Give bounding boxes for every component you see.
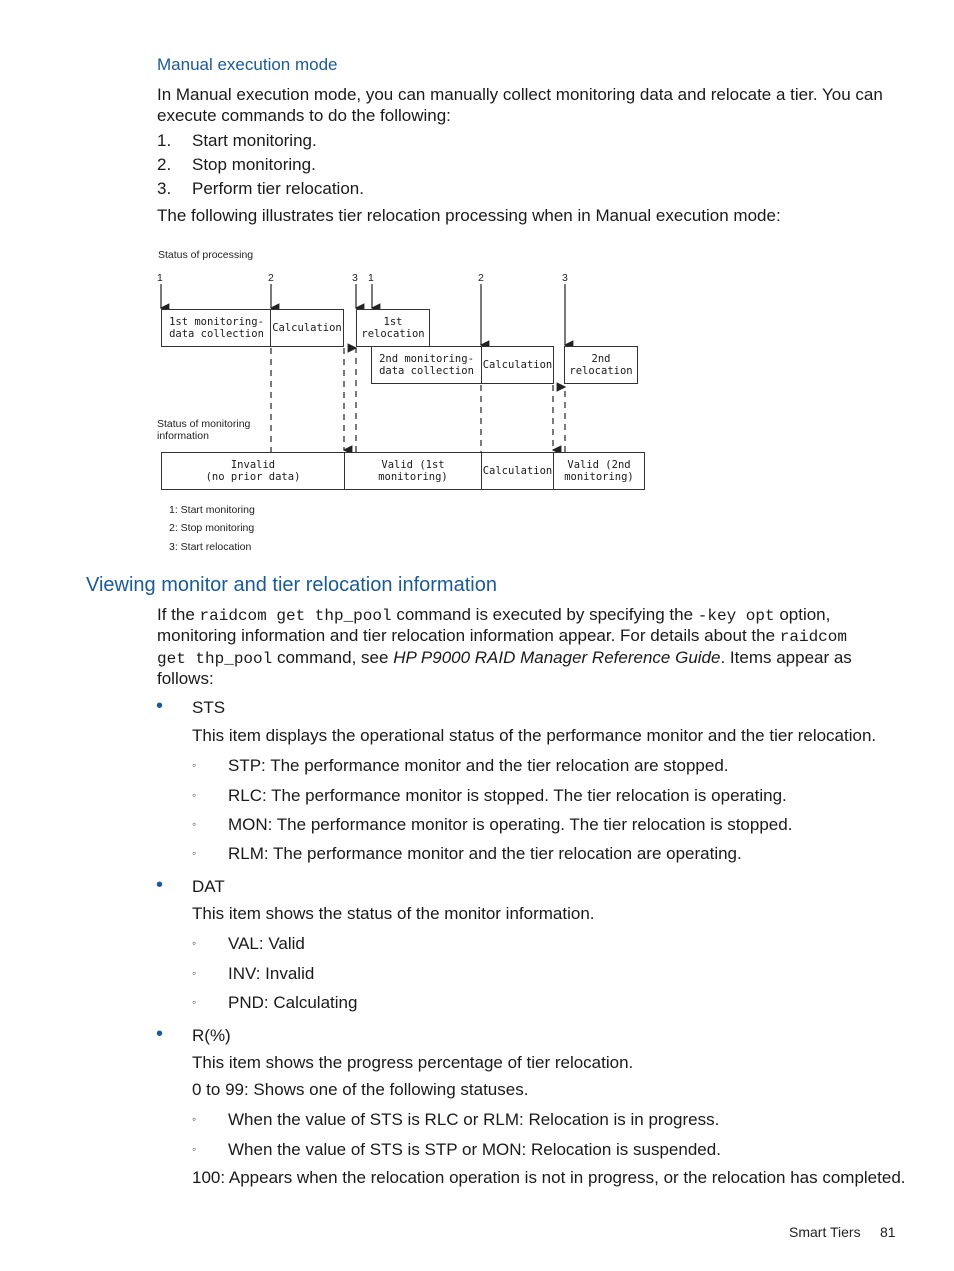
box-second-calculation: Calculation: [481, 346, 554, 384]
box-first-relocation: 1st relocation: [356, 309, 430, 347]
step-text: Start monitoring.: [192, 131, 317, 150]
box-first-calculation: Calculation: [270, 309, 344, 347]
marker-3: 3: [352, 272, 358, 284]
marker-2: 2: [268, 272, 274, 284]
box-valid-second: Valid (2nd monitoring): [553, 452, 645, 490]
marker-1: 1: [368, 272, 374, 284]
sub-item: When the value of STS is STP or MON: Relocation is suspended.: [228, 1140, 721, 1159]
text-fragment: option,: [779, 605, 831, 624]
legend-item: 2: Stop monitoring: [169, 522, 255, 534]
box-calculation-info: Calculation: [481, 452, 554, 490]
item-desc-r: This item shows the progress percentage of tier relocation.: [192, 1053, 634, 1072]
command-code: raidcom get thp_pool: [199, 607, 392, 625]
circle-bullet-icon: ◦: [192, 995, 197, 1009]
footer-section: Smart Tiers: [789, 1224, 861, 1240]
bullet-icon: •: [156, 695, 164, 717]
option-code: -key opt: [697, 607, 775, 625]
view-paragraph-line4: follows:: [157, 669, 214, 688]
circle-bullet-icon: ◦: [192, 1142, 197, 1156]
marker-2: 2: [478, 272, 484, 284]
intro-paragraph: In Manual execution mode, you can manually collect monitoring data and relocate a tier. You can execute commands to do the following:: [157, 85, 883, 125]
item-complete-r: 100: Appears when the relocation operation is not in progress, or the relocation has completed.: [192, 1168, 906, 1187]
text-fragment: If the: [157, 605, 195, 624]
step-number: 2.: [157, 155, 172, 174]
circle-bullet-icon: ◦: [192, 817, 197, 831]
sub-item: RLC: The performance monitor is stopped. The tier relocation is operating.: [228, 786, 787, 805]
text-fragment: command is executed by specifying the: [396, 605, 694, 624]
sub-item: RLM: The performance monitor and the tier relocation are operating.: [228, 844, 742, 863]
text-fragment: monitoring information and tier relocation information appear. For details about the: [157, 626, 776, 645]
circle-bullet-icon: ◦: [192, 788, 197, 802]
step-text: Perform tier relocation.: [192, 179, 364, 198]
sub-item: STP: The performance monitor and the tier relocation are stopped.: [228, 756, 729, 775]
circle-bullet-icon: ◦: [192, 846, 197, 860]
circle-bullet-icon: ◦: [192, 966, 197, 980]
step-text: Stop monitoring.: [192, 155, 316, 174]
legend-item: 1: Start monitoring: [169, 504, 255, 516]
circle-bullet-icon: ◦: [192, 1112, 197, 1126]
illustrates-paragraph: The following illustrates tier relocation processing when in Manual execution mode:: [157, 206, 781, 225]
legend-item: 3: Start relocation: [169, 541, 252, 553]
sub-item: INV: Invalid: [228, 964, 315, 983]
sub-item: PND: Calculating: [228, 993, 358, 1012]
sub-item: MON: The performance monitor is operating. The tier relocation is stopped.: [228, 815, 793, 834]
view-paragraph-line1: [157, 604, 830, 627]
status-of-monitoring-label: Status of monitoring information: [157, 418, 251, 442]
circle-bullet-icon: ◦: [192, 936, 197, 950]
text-fragment: . Items appear as: [720, 648, 852, 667]
item-desc-dat: This item shows the status of the monitor information.: [192, 904, 595, 923]
bullet-icon: •: [156, 874, 164, 896]
item-label-sts: STS: [192, 698, 226, 717]
view-paragraph-line3: [157, 647, 852, 670]
sub-item: VAL: Valid: [228, 934, 305, 953]
bullet-icon: •: [156, 1023, 164, 1045]
status-of-processing-label: Status of processing: [158, 249, 254, 261]
item-desc-sts: This item displays the operational status of the performance monitor and the tier relocation.: [192, 726, 877, 745]
text-fragment: command, see: [276, 648, 389, 667]
footer-page-number: 81: [880, 1224, 896, 1240]
command-code: get thp_pool: [157, 650, 273, 668]
marker-1: 1: [157, 272, 163, 284]
guide-title: HP P9000 RAID Manager Reference Guide: [393, 648, 721, 667]
box-second-relocation: 2nd relocation: [564, 346, 638, 384]
box-invalid: Invalid (no prior data): [161, 452, 345, 490]
step-number: 1.: [157, 131, 172, 150]
box-valid-first: Valid (1st monitoring): [344, 452, 482, 490]
box-second-monitoring-collection: 2nd monitoring- data collection: [371, 346, 482, 384]
view-paragraph-line2: [157, 625, 847, 648]
marker-3: 3: [562, 272, 568, 284]
item-range-r: 0 to 99: Shows one of the following statuses.: [192, 1080, 529, 1099]
step-number: 3.: [157, 179, 172, 198]
command-code: raidcom: [779, 628, 847, 646]
item-label-dat: DAT: [192, 877, 225, 896]
section-heading-manual: Manual execution mode: [157, 55, 338, 74]
section-heading-viewing: Viewing monitor and tier relocation information: [86, 574, 497, 596]
item-label-r: R(%): [192, 1026, 231, 1045]
sub-item: When the value of STS is RLC or RLM: Relocation is in progress.: [228, 1110, 720, 1129]
circle-bullet-icon: ◦: [192, 758, 197, 772]
box-first-monitoring-collection: 1st monitoring- data collection: [161, 309, 272, 347]
